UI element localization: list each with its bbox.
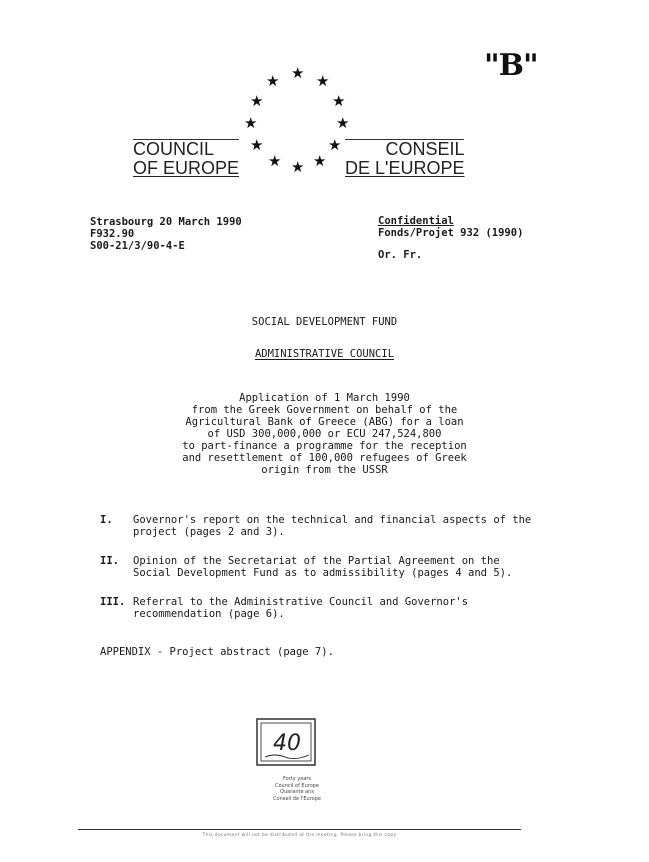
eu-stars-icon: ★ ★ ★ ★ ★ ★ ★ ★ ★ ★ ★ ★ — [244, 64, 350, 176]
logo-caption — [262, 776, 332, 802]
reference-block-left — [90, 216, 242, 252]
org-en-line1: COUNCIL — [133, 139, 215, 159]
org-fr-line1: CONSEIL — [385, 139, 465, 159]
item-number: III. — [100, 596, 126, 608]
item-number: II. — [100, 555, 119, 567]
fund-title: SOCIAL DEVELOPMENT FUND — [251, 316, 398, 328]
application-summary — [0, 392, 649, 476]
council-title: ADMINISTRATIVE COUNCIL — [254, 348, 395, 360]
appendix-note: APPENDIX - Project abstract (page 7). — [100, 646, 334, 658]
application-line: of USD 300,000,000 or ECU 247,524,800 — [207, 428, 442, 440]
document-marker: "B" — [484, 48, 538, 83]
list-item — [100, 555, 540, 579]
org-name-english — [133, 139, 239, 178]
logo-number: 40 — [273, 731, 301, 756]
application-line: origin from the USSR — [261, 464, 388, 476]
org-fr-line2: DE L'EUROPE — [345, 158, 465, 178]
application-line: Agricultural Bank of Greece (ABG) for a loan — [185, 416, 464, 428]
footer-note: This document will not be distributed at the meeting. Please bring this copy — [202, 833, 397, 838]
logo-caption-line: Council of Europe — [275, 782, 319, 789]
anniversary-logo-icon — [255, 717, 319, 771]
logo-caption-line: Forty years — [282, 776, 312, 782]
item-text: Opinion of the Secretariat of the Partial Agreement on the Social Development Fund as to admissibility (pages 4 and 5). — [133, 555, 513, 579]
org-name-french — [345, 139, 464, 178]
project-reference: Fonds/Projet 932 (1990) — [378, 227, 524, 239]
item-text: Governor's report on the technical and financial aspects of the project (pages 2 and 3). — [133, 514, 532, 538]
classification: Confidential — [378, 215, 454, 227]
reference-code-2: S00-21/3/90-4-E — [90, 240, 185, 252]
list-item — [100, 514, 540, 538]
org-en-line2: OF EUROPE — [133, 158, 240, 178]
list-item — [100, 596, 540, 620]
reference-code-1: F932.90 — [90, 228, 135, 240]
application-line: to part-finance a programme for the reception — [182, 440, 467, 452]
application-line: Application of 1 March 1990 — [239, 392, 410, 404]
original-language: Or. Fr. — [378, 249, 423, 261]
place-date: Strasbourg 20 March 1990 — [90, 216, 242, 228]
reference-block-right — [378, 215, 523, 239]
contents-list — [100, 514, 540, 637]
application-line: and resettlement of 100,000 refugees of Greek — [182, 452, 467, 464]
logo-caption-line: Quarante ans — [280, 789, 314, 795]
item-text: Referral to the Administrative Council and Governor's recommendation (page 6). — [133, 596, 469, 620]
application-line: from the Greek Government on behalf of the — [191, 404, 458, 416]
item-number: I. — [100, 514, 113, 526]
logo-caption-line: Conseil de l'Europe — [273, 795, 321, 802]
footer-rule — [78, 829, 521, 830]
